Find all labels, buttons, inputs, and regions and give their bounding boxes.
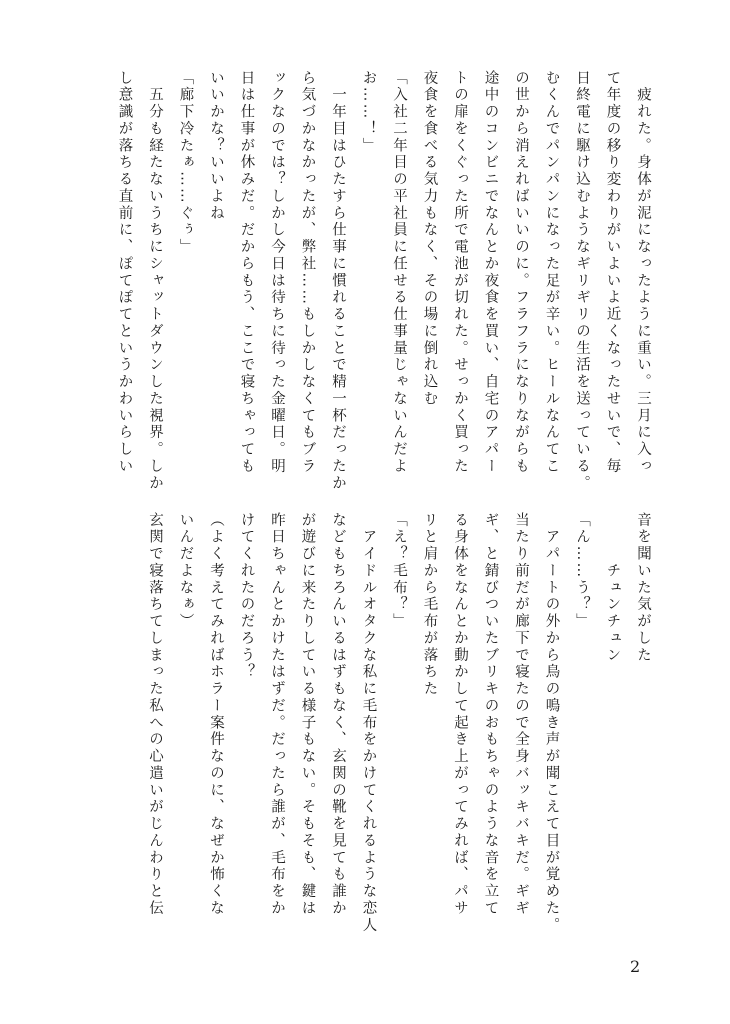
text-line: の世から消えればいいのに。フラフラになりながらも — [513, 70, 529, 476]
text-line: アイドルオタクな私に毛布をかけてくれるような恋人 — [360, 512, 377, 934]
text-line: し意識が落ちる直前に、ぽてぽてというかわいらしい — [116, 70, 133, 476]
text-line: 一年目はひたすら仕事に慣れることで精一杯だったか — [330, 70, 346, 492]
text-line: る身体をなんとか動かして起き上がってみれば、パサ — [452, 512, 468, 918]
text-line: 日終電に駆け込むようなギリギリの生活を送っている。 — [574, 70, 590, 492]
page-number: 2 — [630, 957, 641, 976]
text-line: 音を聞いた気がした — [635, 512, 651, 664]
text-line: ックなのでは？しかし今日は待ちに待った金曜日。明 — [269, 70, 285, 476]
text-line: お……！」 — [360, 70, 377, 155]
text-line: チュンチュン — [604, 512, 621, 664]
text-line: アパートの外から鳥の鳴き声が聞こえて目が覚めた。 — [543, 512, 560, 934]
text-line: 当たり前だが廊下で寝たので全身バッキバキだ。ギギ — [513, 512, 529, 918]
text-line: いいかな？いいよね — [208, 70, 224, 222]
text-line: 途中のコンビニでなんとか夜食を買い、自宅のアパー — [482, 70, 499, 476]
text-line: などもちろんいるはずもなく、玄関の靴を見ても誰か — [330, 512, 346, 918]
text-line: 「え？毛布？」 — [391, 512, 407, 631]
text-line: 疲れた。身体が泥になったように重い。三月に入っ — [635, 70, 651, 476]
text-line: ギ、と錆びついたブリキのおもちゃのような音を立て — [482, 512, 499, 918]
text-line: 日は仕事が休みだ。だからもう、ここで寝ちゃっても — [238, 70, 255, 476]
text-line: 「廊下冷たぁ……ぐぅ」 — [177, 70, 194, 256]
text-line: 「入社二年目の平社員に任せる仕事量じゃないんだよ — [391, 70, 407, 476]
text-line: 夜食を食べる気力もなく、その場に倒れ込む — [421, 70, 438, 408]
text-line: むくんでパンパンになった足が辛い。ヒールなんてこ — [543, 70, 560, 476]
upper-text-block — [116, 70, 658, 492]
text-line: （よく考えてみればホラー案件なのに、なぜか怖くな — [208, 512, 224, 918]
text-line: 昨日ちゃんとかけたはずだ。だったら誰が、毛布をか — [269, 512, 285, 918]
text-line: ら気づかなかったが、弊社……もしかしなくてもブラ — [299, 70, 316, 476]
text-line: 玄関で寝落ちてしまった私への心遣いがじんわりと伝 — [147, 512, 163, 918]
text-line: て年度の移り変わりがいよいよ近くなったせいで、毎 — [604, 70, 621, 476]
text-line: トの扉をくぐった所で電池が切れた。せっかく買った — [452, 70, 468, 476]
text-line: 五分も経たないうちにシャットダウンした視界。しか — [147, 70, 163, 492]
text-line: が遊びに来たりしている様子もない。そもそも、鍵は — [299, 512, 316, 918]
text-line: 「ん……う？」 — [574, 512, 590, 631]
text-line: リと肩から毛布が落ちた — [421, 512, 438, 698]
lower-text-block — [147, 512, 658, 934]
text-line: いんだよなぁ） — [177, 512, 194, 631]
text-line: けてくれたのだろう？ — [238, 512, 255, 681]
